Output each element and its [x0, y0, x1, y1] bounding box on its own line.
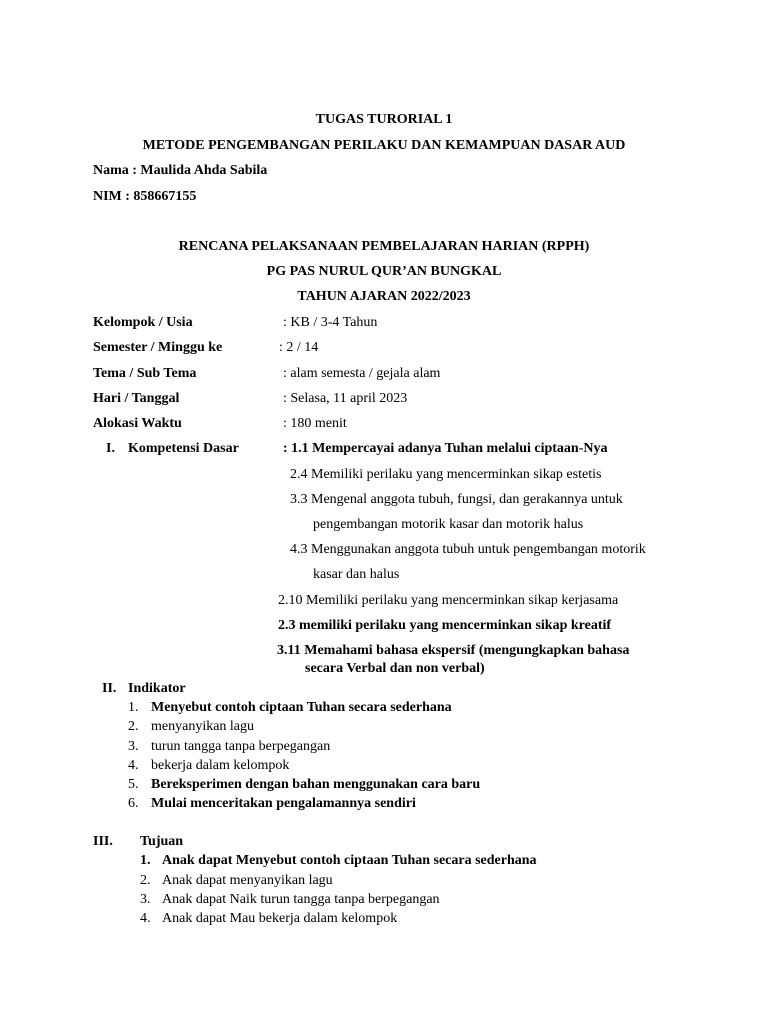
indikator-text: Mulai menceritakan pengalamannya sendiri	[151, 796, 416, 811]
section-label-kompetensi: Kompetensi Dasar	[128, 441, 239, 456]
indikator-number: 6.	[128, 796, 139, 811]
indikator-number: 1.	[128, 700, 139, 715]
tujuan-text: Anak dapat menyanyikan lagu	[162, 873, 333, 888]
indikator-number: 5.	[128, 777, 139, 792]
indikator-text: Bereksperimen dengan bahan menggunakan cara baru	[151, 777, 481, 792]
kompetensi-item: : 1.1 Mempercayai adanya Tuhan melalui ciptaan-Nya	[283, 441, 608, 456]
info-value-hari: : Selasa, 11 april 2023	[283, 391, 408, 406]
kompetensi-item: 2.10 Memiliki perilaku yang mencerminkan sikap kerjasama	[278, 593, 619, 608]
kompetensi-item: 3.11 Memahami bahasa ekspersif (mengungkapkan bahasa	[277, 643, 630, 658]
tujuan-number: 1.	[140, 853, 151, 868]
info-value-semester: : 2 / 14	[279, 340, 319, 355]
indikator-text: Menyebut contoh ciptaan Tuhan secara sederhana	[151, 700, 452, 715]
tujuan-number: 3.	[140, 892, 151, 907]
kompetensi-item: pengembangan motorik kasar dan motorik halus	[313, 517, 584, 532]
tujuan-number: 2.	[140, 873, 151, 888]
indikator-text: turun tangga tanpa berpegangan	[151, 739, 331, 754]
tujuan-text: Anak dapat Menyebut contoh ciptaan Tuhan secara sederhana	[162, 853, 537, 868]
kompetensi-item: 4.3 Menggunakan anggota tubuh untuk pengembangan motorik	[290, 542, 646, 557]
kompetensi-item: secara Verbal dan non verbal)	[305, 661, 485, 676]
student-nim: NIM : 858667155	[93, 189, 197, 204]
info-label-tema: Tema / Sub Tema	[93, 366, 197, 381]
school-name: PG PAS NURUL QUR’AN BUNGKAL	[266, 264, 502, 279]
info-value-alokasi: : 180 menit	[283, 416, 347, 431]
kompetensi-item: 2.3 memiliki perilaku yang mencerminkan sikap kreatif	[278, 618, 612, 633]
indikator-text: menyanyikan lagu	[151, 719, 255, 734]
info-value-kelompok: : KB / 3-4 Tahun	[283, 315, 378, 330]
info-label-semester: Semester / Minggu ke	[93, 340, 223, 355]
rpph-title: RENCANA PELAKSANAAN PEMBELAJARAN HARIAN (RPPH)	[178, 239, 590, 254]
info-label-hari: Hari / Tanggal	[93, 391, 180, 406]
school-year: TAHUN AJARAN 2022/2023	[297, 289, 471, 304]
info-value-tema: : alam semesta / gejala alam	[283, 366, 441, 381]
section-numeral-i: I.	[106, 441, 115, 456]
indikator-number: 4.	[128, 758, 139, 773]
student-name: Nama : Maulida Ahda Sabila	[93, 163, 268, 178]
section-numeral-iii: III.	[93, 834, 113, 849]
info-label-kelompok: Kelompok / Usia	[93, 315, 193, 330]
indikator-text: bekerja dalam kelompok	[151, 758, 290, 773]
section-numeral-ii: II.	[102, 681, 117, 696]
tujuan-text: Anak dapat Naik turun tangga tanpa berpegangan	[162, 892, 440, 907]
kompetensi-item: 3.3 Mengenal anggota tubuh, fungsi, dan gerakannya untuk	[290, 492, 623, 507]
section-label-tujuan: Tujuan	[140, 834, 184, 849]
tujuan-number: 4.	[140, 911, 151, 926]
indikator-number: 3.	[128, 739, 139, 754]
kompetensi-item: kasar dan halus	[313, 567, 400, 582]
info-label-alokasi: Alokasi Waktu	[93, 416, 182, 431]
doc-title: TUGAS TURORIAL 1	[315, 112, 453, 127]
tujuan-text: Anak dapat Mau bekerja dalam kelompok	[162, 911, 398, 926]
kompetensi-item: 2.4 Memiliki perilaku yang mencerminkan sikap estetis	[290, 467, 602, 482]
section-label-indikator: Indikator	[128, 681, 186, 696]
doc-subtitle: METODE PENGEMBANGAN PERILAKU DAN KEMAMPUAN DASAR AUD	[142, 138, 626, 153]
indikator-number: 2.	[128, 719, 139, 734]
